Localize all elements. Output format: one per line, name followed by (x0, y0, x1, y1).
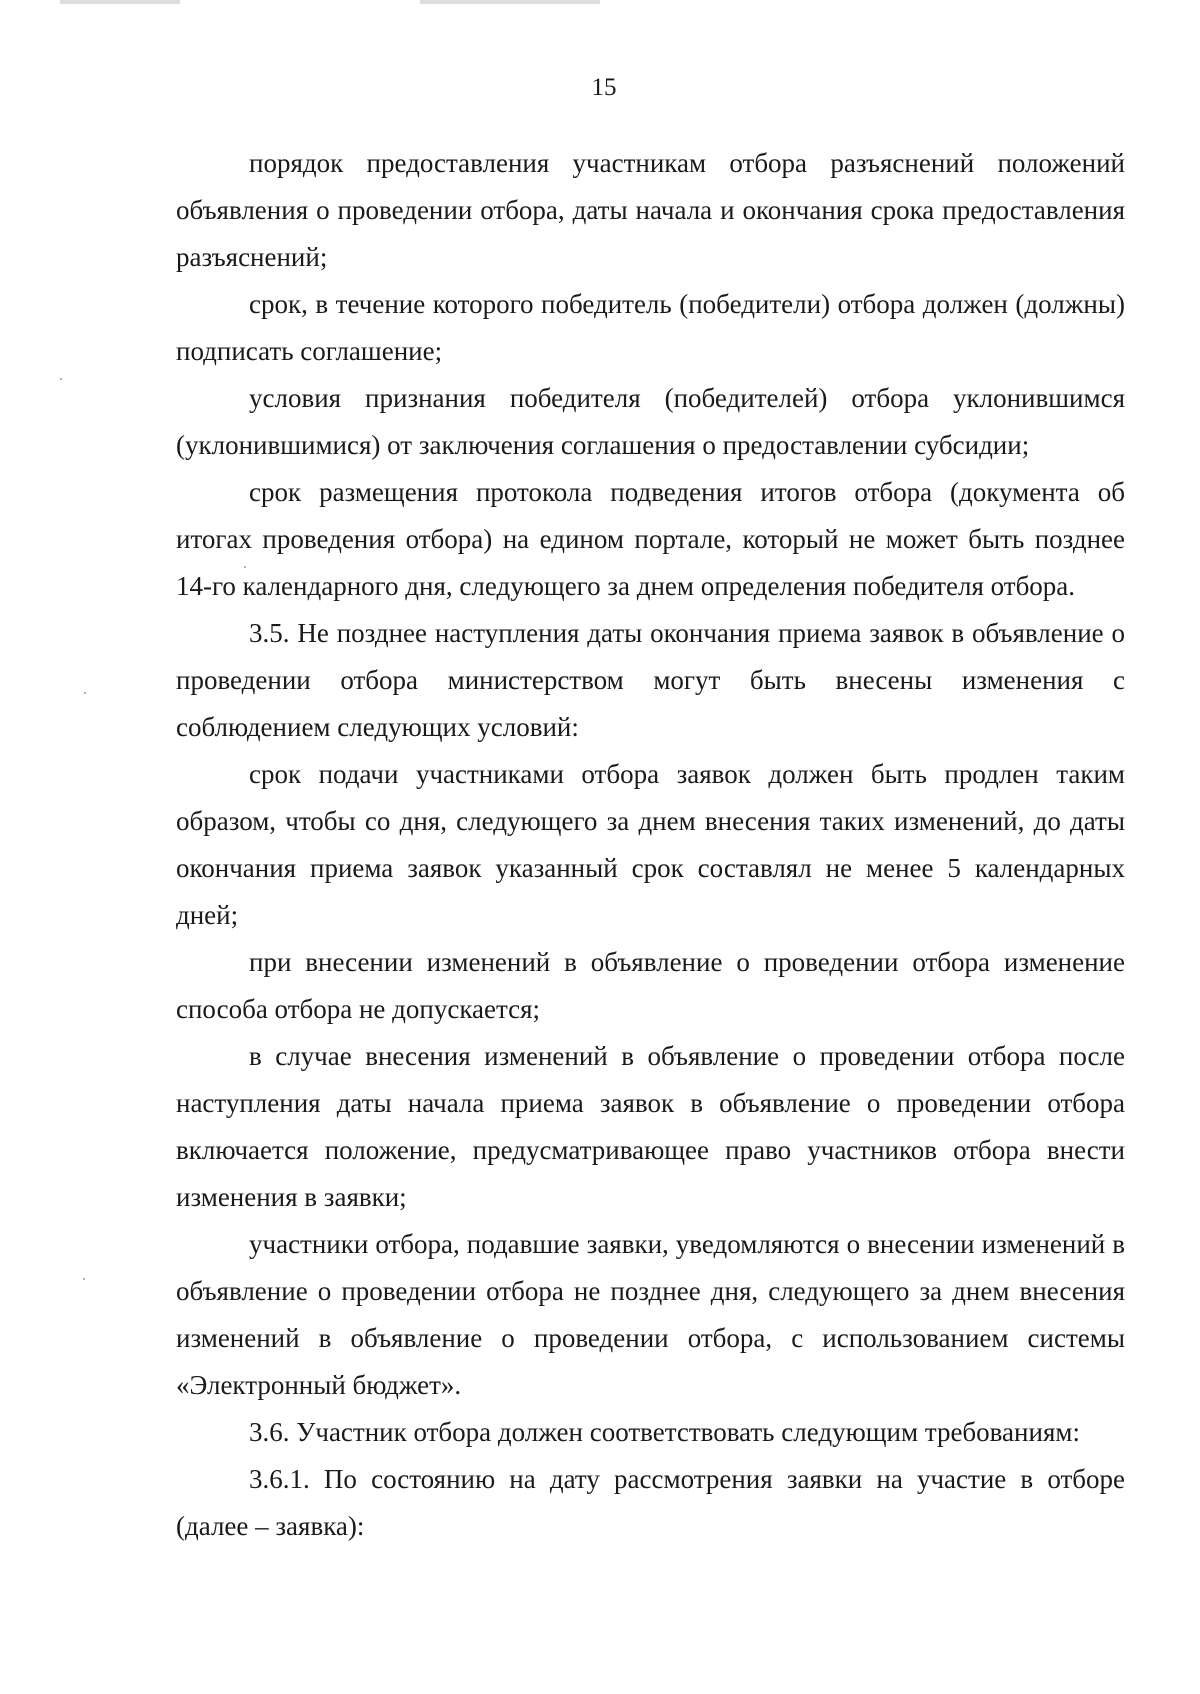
page-number: 15 (591, 74, 617, 101)
scan-speck (244, 566, 246, 568)
scan-edge-mark (420, 0, 600, 4)
paragraph-method-change-prohibited: при внесении изменений в объявление о проведении отбора изменение способа отбора не допускается; (176, 947, 1125, 1024)
document-body (176, 140, 1125, 1550)
scan-speck (84, 692, 86, 694)
scan-speck (60, 378, 62, 380)
paragraph-section-3-6: 3.6. Участник отбора должен соответствовать следующим требованиям: (249, 1417, 1080, 1447)
paragraph-submission-extension: срок подачи участниками отбора заявок должен быть продлен таким образом, чтобы со дня, следующего за днем внесения таких изменений, до даты окончания приема заявок указанный срок составлял не менее 5 календарных дней; (176, 759, 1125, 930)
paragraph-section-3-6-1: 3.6.1. По состоянию на дату рассмотрения заявки на участие в отборе (далее – заявка): (176, 1464, 1125, 1541)
paragraph-application-changes-right: в случае внесения изменений в объявление о проведении отбора после наступления даты начала приема заявок в объявление о проведении отбора включается положение, предусматривающее право участников отбора внести изменения в заявки; (176, 1041, 1125, 1212)
paragraph-participants-notification: участники отбора, подавшие заявки, уведомляются о внесении изменений в объявление о проведении отбора не позднее дня, следующего за днем внесения изменений в объявление о проведении отбора, с использованием системы «Электронный бюджет». (176, 1229, 1125, 1400)
scan-edge-mark (60, 0, 180, 4)
paragraph-agreement-signing-term: срок, в течение которого победитель (победители) отбора должен (должны) подписать соглашение; (176, 289, 1125, 366)
paragraph-clarifications-procedure: порядок предоставления участникам отбора разъяснений положений объявления о проведении отбора, даты начала и окончания срока предоставления разъяснений; (176, 148, 1125, 272)
paragraph-evasion-conditions: условия признания победителя (победителей) отбора уклонившимся (уклонившимися) от заключения соглашения о предоставлении субсидии; (176, 383, 1125, 460)
paragraph-section-3-5: 3.5. Не позднее наступления даты окончания приема заявок в объявление о проведении отбора министерством могут быть внесены изменения с соблюдением следующих условий: (176, 618, 1125, 742)
scan-speck (83, 1278, 85, 1280)
paragraph-protocol-publication-term: срок размещения протокола подведения итогов отбора (документа об итогах проведения отбора) на едином портале, который не может быть позднее 14-го календарного дня, следующего за днем определения победителя отбора. (176, 477, 1125, 601)
